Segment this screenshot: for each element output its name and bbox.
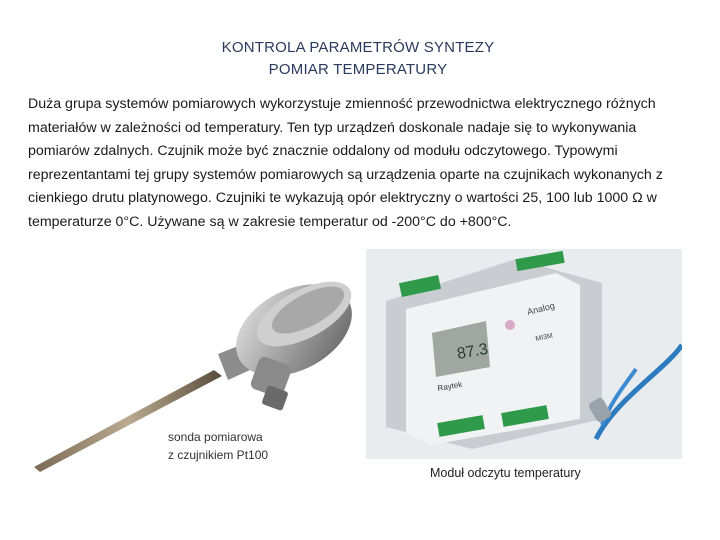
status-led-icon	[505, 320, 515, 330]
title-line-1: KONTROLA PARAMETRÓW SYNTEZY	[221, 39, 495, 56]
device-model-label: MI3M	[534, 332, 554, 343]
device-display-value: 87.3	[455, 340, 490, 363]
body-paragraph: Duża grupa systemów pomiarowych wykorzystuje zmienność przewodnictwa elektrycznego różnych materiałów w zależności od temperatury. Ten typ urządzeń doskonale nadaje się to wykonywania pomiarów zdalnych. Czujnik może być znacznie oddalony od modułu odczytowego. Typowymi reprezentantami tej grupy systemów pomiarowych są urządzenia oparte na czujnikach wykonanych z cienkiego drutu platynowego. Czujniki te wykazują opór elektryczny o wartości 25, 100 lub 1000 Ω w temperaturze 0°C. Używane są w zakresie temperatur od -200°C do +800°C.	[28, 96, 663, 230]
title-line-2: POMIAR TEMPERATURY	[268, 61, 448, 78]
module-caption: Moduł odczytu temperatury	[430, 466, 581, 480]
module-photo	[366, 249, 682, 489]
module-caption-bar	[366, 459, 682, 489]
slide-title	[0, 37, 716, 81]
probe-caption-line-2: z czujnikiem Pt100	[168, 448, 269, 462]
device-analog-label: Analog	[526, 300, 556, 317]
device-brand-label: Raytek	[436, 379, 463, 393]
probe-caption-line-1: sonda pomiarowa	[168, 430, 263, 444]
module-illustration	[366, 249, 682, 459]
